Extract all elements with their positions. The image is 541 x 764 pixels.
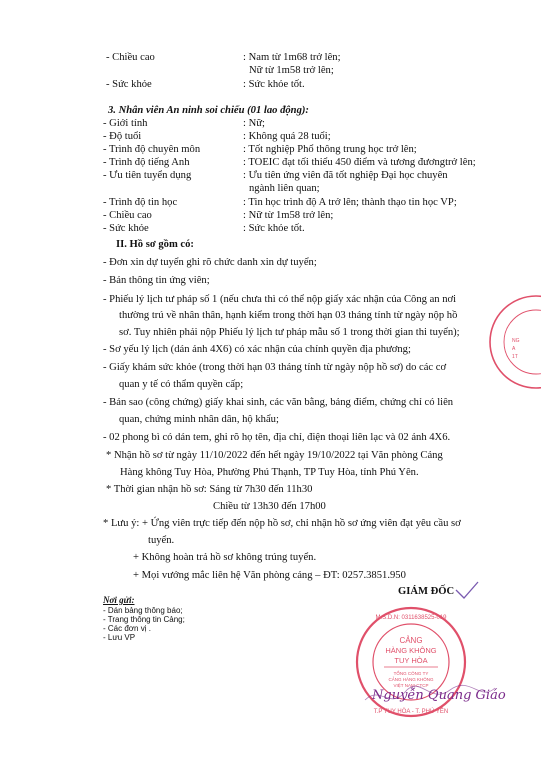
requirement-line: sơ. Tuy nhiên phải nộp Phiếu lý lịch tư pháp mẫu số 1 trong thời gian thi tuyển); bbox=[119, 327, 460, 338]
svg-text:CẢNG HÀNG KHÔNG: CẢNG HÀNG KHÔNG bbox=[388, 677, 434, 682]
signature-scribble bbox=[360, 680, 500, 712]
height-male: : Nam từ 1m68 trở lên; bbox=[243, 52, 341, 63]
requirement-line: - Bản thông tin ứng viên; bbox=[103, 275, 210, 286]
requirement-line: - Giấy khám sức khỏe (trong thời hạn 03 tháng tính từ ngày nộp hồ sơ) do các cơ bbox=[103, 362, 447, 373]
recipient-item: - Trang thông tin Cảng; bbox=[103, 615, 185, 624]
row-label: - Ưu tiên tuyển dụng bbox=[103, 170, 192, 181]
row-value: : Sức khỏe tốt. bbox=[243, 223, 305, 234]
row-value: : Tốt nghiệp Phổ thông trung học trở lên; bbox=[243, 144, 417, 155]
receive-line: Hàng không Tuy Hòa, Phường Phú Thạnh, TP Tuy Hòa, tỉnh Phú Yên. bbox=[120, 467, 419, 478]
height-female: Nữ từ 1m58 trở lên; bbox=[249, 65, 334, 76]
time-line: Chiều từ 13h30 đến 17h00 bbox=[213, 501, 326, 512]
recipient-item: - Các đơn vị . bbox=[103, 624, 151, 633]
svg-text:VIỆT NAM-CTCP: VIỆT NAM-CTCP bbox=[393, 683, 429, 688]
recipients-title: Nơi gửi: bbox=[103, 595, 135, 605]
requirement-line: - Sơ yếu lý lịch (dán ảnh 4X6) có xác nhận của chính quyền địa phương; bbox=[103, 344, 411, 355]
requirement-line: - Đơn xin dự tuyển ghi rõ chức danh xin dự tuyển; bbox=[103, 257, 317, 268]
signature-check-mark bbox=[454, 580, 480, 602]
receive-line: * Nhận hồ sơ từ ngày 11/10/2022 đến hết ngày 19/10/2022 tại Văn phòng Cảng bbox=[106, 450, 443, 461]
svg-text:NG: NG bbox=[512, 338, 520, 344]
note-line: + Mọi vướng mắc liên hệ Văn phòng cảng – ĐT: 0257.3851.950 bbox=[133, 570, 406, 581]
note-line: + Không hoàn trả hồ sơ không trúng tuyển. bbox=[133, 552, 317, 563]
note-line: * Lưu ý: + Ứng viên trực tiếp đến nộp hồ sơ, chỉ nhận hồ sơ ứng viên đạt yêu cầu sơ bbox=[103, 518, 461, 529]
svg-text:1T: 1T bbox=[512, 354, 518, 360]
row-label: - Độ tuổi bbox=[103, 131, 142, 142]
row-value: : Nữ từ 1m58 trở lên; bbox=[243, 210, 334, 221]
health-label: - Sức khỏe bbox=[106, 79, 152, 90]
svg-text:CẢNG: CẢNG bbox=[399, 636, 423, 645]
section2-title: II. Hồ sơ gồm có: bbox=[116, 239, 194, 250]
requirement-line: - Phiếu lý lịch tư pháp số 1 (nếu chưa thì có thể nộp giấy xác nhận của Công an nơi bbox=[103, 294, 457, 305]
time-line: * Thời gian nhận hồ sơ: Sáng từ 7h30 đến 11h30 bbox=[106, 484, 313, 495]
recipient-item: - Dán bảng thông báo; bbox=[103, 606, 183, 615]
row-label: - Trình độ chuyên môn bbox=[103, 144, 201, 155]
section3-title: 3. Nhân viên An ninh soi chiếu (01 lao động): bbox=[108, 105, 309, 116]
row-label: - Chiều cao bbox=[103, 210, 152, 221]
row-value: : Ưu tiên ứng viên đã tốt nghiệp Đại học chuyên bbox=[243, 170, 448, 181]
requirement-line: quan, chứng minh nhân dân, hộ khẩu; bbox=[119, 414, 279, 425]
svg-text:HÀNG KHÔNG: HÀNG KHÔNG bbox=[385, 646, 437, 655]
height-label: - Chiều cao bbox=[106, 52, 155, 63]
requirement-line: - 02 phong bì có dán tem, ghi rõ họ tên, địa chỉ, điện thoại liên lạc và 02 ảnh 4X6. bbox=[103, 432, 451, 443]
svg-text:TUY HÒA: TUY HÒA bbox=[394, 656, 428, 665]
requirement-line: - Bản sao (công chứng) giấy khai sinh, các văn bằng, bảng điểm, chứng chỉ có liên bbox=[103, 397, 454, 408]
row-value: : Không quá 28 tuổi; bbox=[243, 131, 331, 142]
svg-text:M.S.D.N: 0311638525-019: M.S.D.N: 0311638525-019 bbox=[375, 615, 447, 621]
row-label: - Trình độ tiếng Anh bbox=[103, 157, 190, 168]
signer-title: GIÁM ĐỐC bbox=[398, 586, 455, 597]
recipient-item: - Lưu VP bbox=[103, 633, 136, 642]
row-label: - Giới tính bbox=[103, 118, 148, 129]
svg-text:TỔNG CÔNG TY: TỔNG CÔNG TY bbox=[393, 671, 429, 676]
row-value: : TOEIC đạt tối thiểu 450 điểm và tương đươngtrở lên; bbox=[243, 157, 476, 168]
row-value: : Nữ; bbox=[243, 118, 265, 129]
row-value-cont: ngành liên quan; bbox=[249, 183, 320, 194]
edge-stamp bbox=[486, 292, 541, 392]
row-label: - Sức khỏe bbox=[103, 223, 149, 234]
signer-signature-name: Nguyễn Quang Giáo bbox=[372, 688, 506, 703]
note-line: tuyển. bbox=[148, 535, 175, 546]
health-value: : Sức khỏe tốt. bbox=[243, 79, 305, 90]
row-value: : Tin học trình độ A trở lên; thành thạo tin học VP; bbox=[243, 197, 457, 208]
svg-text:T.P TUY HÒA - T. PHÚ YÊN: T.P TUY HÒA - T. PHÚ YÊN bbox=[373, 709, 449, 715]
svg-text:A: A bbox=[512, 346, 516, 352]
requirement-line: quan y tế có thẩm quyền cấp; bbox=[119, 379, 244, 390]
row-label: - Trình độ tin học bbox=[103, 197, 178, 208]
requirement-line: thường trú về nhân thân, hạnh kiểm trong thời hạn 03 tháng tính từ ngày nộp hồ bbox=[119, 310, 458, 321]
